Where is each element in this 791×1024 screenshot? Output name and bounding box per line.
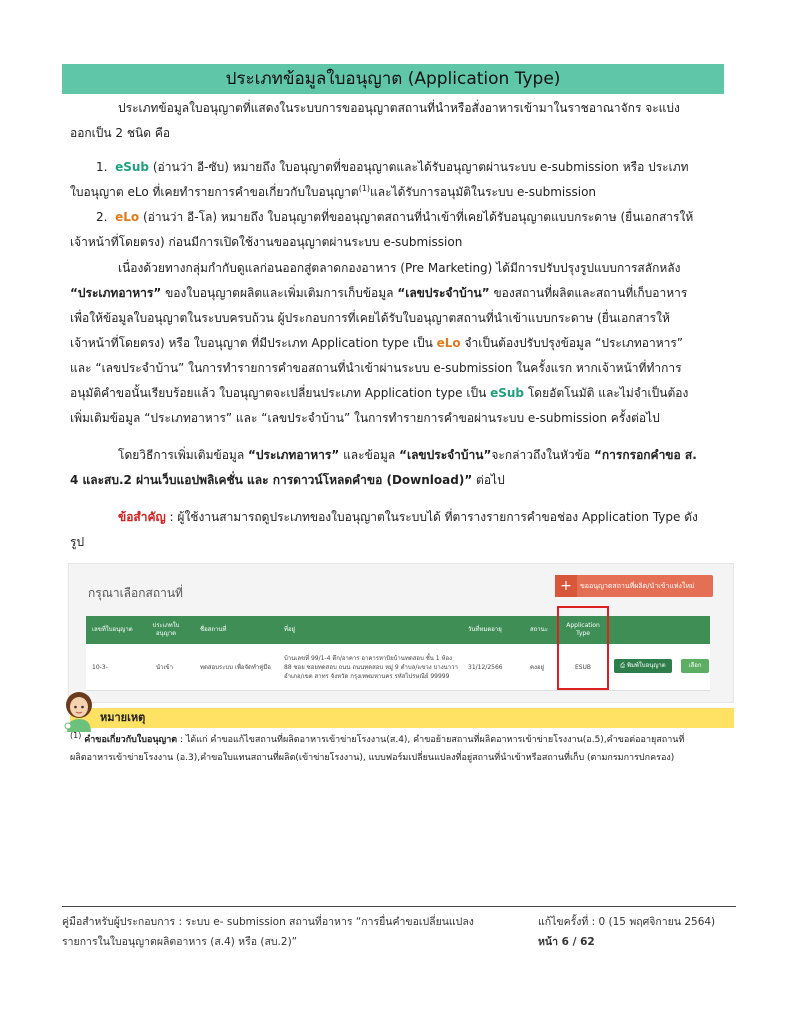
cell-license-type: นำเข้า: [156, 663, 173, 671]
para3-line-6: อนุมัติคำขอนั้นเรียบร้อยแล้ว ใบอนุญาตจะเปลี่ยนประเภท Application type เป็น eSub โดยอัตโนมัติ และไม่จำเป็นต้อง: [70, 386, 689, 400]
printer-icon: ⎙: [620, 662, 628, 669]
cell-expiry: 31/12/2566: [468, 663, 503, 671]
woman-avatar-icon: [62, 690, 96, 732]
para3-line-7: เพิ่มเติมข้อมูล “ประเภทอาหาร” และ “เลขประจำบ้าน” ในการทำรายการคำขอผ่านระบบ e-submission ครั้งต่อไป: [70, 411, 660, 425]
col-place-name: ชื่อสถานที่: [200, 626, 227, 633]
select-button[interactable]: เลือก: [681, 659, 709, 673]
col-license-no: เลขที่ใบอนุญาต: [92, 626, 133, 633]
note-bar: [70, 708, 734, 728]
cell-address: บ้านเลขที่ 99/1-4 ตึก/อาคาร อาคารหาบิยบ้านทดสอบ ชั้น 1 ห้อง 88 ซอย ซอยทดสอบ ถนน ถนนทดสอบ หมู่ 9 ตำบล/แขวง บางนาวา อำเภอ/เขต สาทร จังหวัด กรุงเทพมหานคร รหัสไปรษณีย์ 99999: [284, 654, 458, 680]
para4-line-1: โดยวิธีการเพิ่มเติมข้อมูล “ประเภทอาหาร” และข้อมูล “เลขประจำบ้าน”จะกล่าวถึงในหัวข้อ “การกรอกคำขอ ส.: [118, 448, 697, 462]
intro-line-2: ออกเป็น 2 ชนิด คือ: [70, 126, 171, 140]
item-esub-cont: ใบอนุญาต eLo ที่เคยทำรายการคำขอเกี่ยวกับใบอนุญาต$^{(1)}$และได้รับการอนุมัติในระบบ e-submission: [70, 184, 597, 199]
select-place-title: กรุณาเลือกสถานที่: [88, 586, 183, 600]
col-application-type: Application Type: [566, 622, 600, 637]
plus-icon: +: [555, 575, 577, 597]
important-note-cont: รูป: [70, 535, 85, 549]
para3-line-3: เพื่อให้ข้อมูลใบอนุญาตในระบบครบถ้วน ผู้ประกอบการที่เคยได้รับใบอนุญาตสถานที่นำเข้าแบบกระดาษ (ยื่นเอกสารให้: [70, 311, 670, 325]
para3-line-1: เนื่องด้วยทางกลุ่มกำกับดูแลก่อนออกสู่ตลาดกองอาหาร (Pre Marketing) ได้มีการปรับปรุงรูปแบบการสลักหลัง: [118, 261, 681, 275]
cell-application-type: ESUB: [574, 663, 592, 671]
cell-place-name: ทดสอบระบบ เพื่อจัดทำคู่มือ: [200, 663, 271, 671]
footer-divider: [62, 906, 736, 907]
col-expiry: วันที่หมดอายุ: [468, 626, 502, 633]
para3-line-2: “ประเภทอาหาร” ของใบอนุญาตผลิตและเพิ่มเติมการเก็บข้อมูล “เลขประจำบ้าน” ของสถานที่ผลิตและสถานที่เก็บอาหาร: [70, 286, 688, 300]
cell-license-no: 10-3-: [92, 663, 108, 671]
col-address: ที่อยู่: [284, 626, 296, 633]
intro-line-1: ประเภทข้อมูลใบอนุญาตที่แสดงในระบบการขออนุญาตสถานที่นำหรือสั่งอาหารเข้ามาในราชอาณาจักร จะแบ่ง: [118, 101, 680, 115]
item-elo-cont: เจ้าหน้าที่โดยตรง) ก่อนมีการเปิดใช้งานขออนุญาตผ่านระบบ e-submission: [70, 235, 463, 249]
highlight-box: [557, 606, 609, 690]
footer-revision: แก้ไขครั้งที่ : 0 (15 พฤศจิกายน 2564) หน้า 6 / 62: [538, 912, 738, 952]
note-label: หมายเหตุ: [100, 711, 146, 724]
note-text: $^{(1)}$ คำขอเกี่ยวกับใบอนุญาต : ได้แก่ คำขอแก้ไขสถานที่ผลิตอาหารเข้าข่ายโรงงาน(ส.4), คำขอย้ายสถานที่ผลิตอาหารเข้าข่ายโรงงาน(อ.5),คำขอต่ออายุสถานที่ ผลิตอาหารเข้าข่ายโรงงาน (อ.3),คำขอใบแทนสถานที่ผลิต(เข้าข่ายโรงงาน), แบบฟอร์มเปลี่ยนแปลงที่อยู่สถานที่นำเข้าหรือสถานที่เก็บ (ตามกรมการปกครอง): [70, 731, 685, 763]
item-esub: 1. eSub (อ่านว่า อี-ซับ) หมายถึง ใบอนุญาตที่ขออนุญาตและได้รับอนุญาตผ่านระบบ e-submission หรือ ประเภท: [96, 160, 689, 174]
print-license-button[interactable]: ⎙ พิมพ์ใบอนุญาต: [614, 659, 672, 673]
para4-line-2: 4 และสบ.2 ผ่านเว็บแอปพลิเคชั่น และ การดาวน์โหลดคำขอ (Download)” ต่อไป: [70, 473, 505, 487]
section-title: ประเภทข้อมูลใบอนุญาต (Application Type): [62, 64, 724, 94]
col-license-type: ประเภทใบอนุญาต: [152, 622, 180, 637]
page-number: หน้า 6 / 62: [538, 936, 595, 948]
item-elo: 2. eLo (อ่านว่า อี-โล) หมายถึง ใบอนุญาตที่ขออนุญาตสถานที่นำเข้าที่เคยได้รับอนุญาตแบบกระดาษ (ยื่นเอกสารให้: [96, 210, 694, 224]
footer-manual-title: คู่มือสำหรับผู้ประกอบการ : ระบบ e- submission สถานที่อาหาร “การยื่นคำขอเปลี่ยนแปลง รายการในใบอนุญาตผลิตอาหาร (ส.4) หรือ (สบ.2)”: [62, 916, 474, 948]
para3-line-5: และ “เลขประจำบ้าน” ในการทำรายการคำขอสถานที่นำเข้าผ่านระบบ e-submission ในครั้งแรก หากเจ้าหน้าที่ทำการ: [70, 361, 682, 375]
col-status: สถานะ: [530, 626, 548, 633]
important-note: ข้อสำคัญ : ผู้ใช้งานสามารถดูประเภทของใบอนุญาตในระบบได้ ที่ตารางรายการคำขอช่อง Application Type ดัง: [118, 510, 698, 524]
para3-line-4: เจ้าหน้าที่โดยตรง) หรือ ใบอนุญาต ที่มีประเภท Application type เป็น eLo จำเป็นต้องปรับปรุงข้อมูล “ประเภทอาหาร”: [70, 336, 684, 350]
add-place-label: ขออนุญาตสถานที่ผลิต/นำเข้าแห่งใหม่: [580, 582, 695, 590]
cell-status: คงอยู่: [530, 663, 545, 671]
